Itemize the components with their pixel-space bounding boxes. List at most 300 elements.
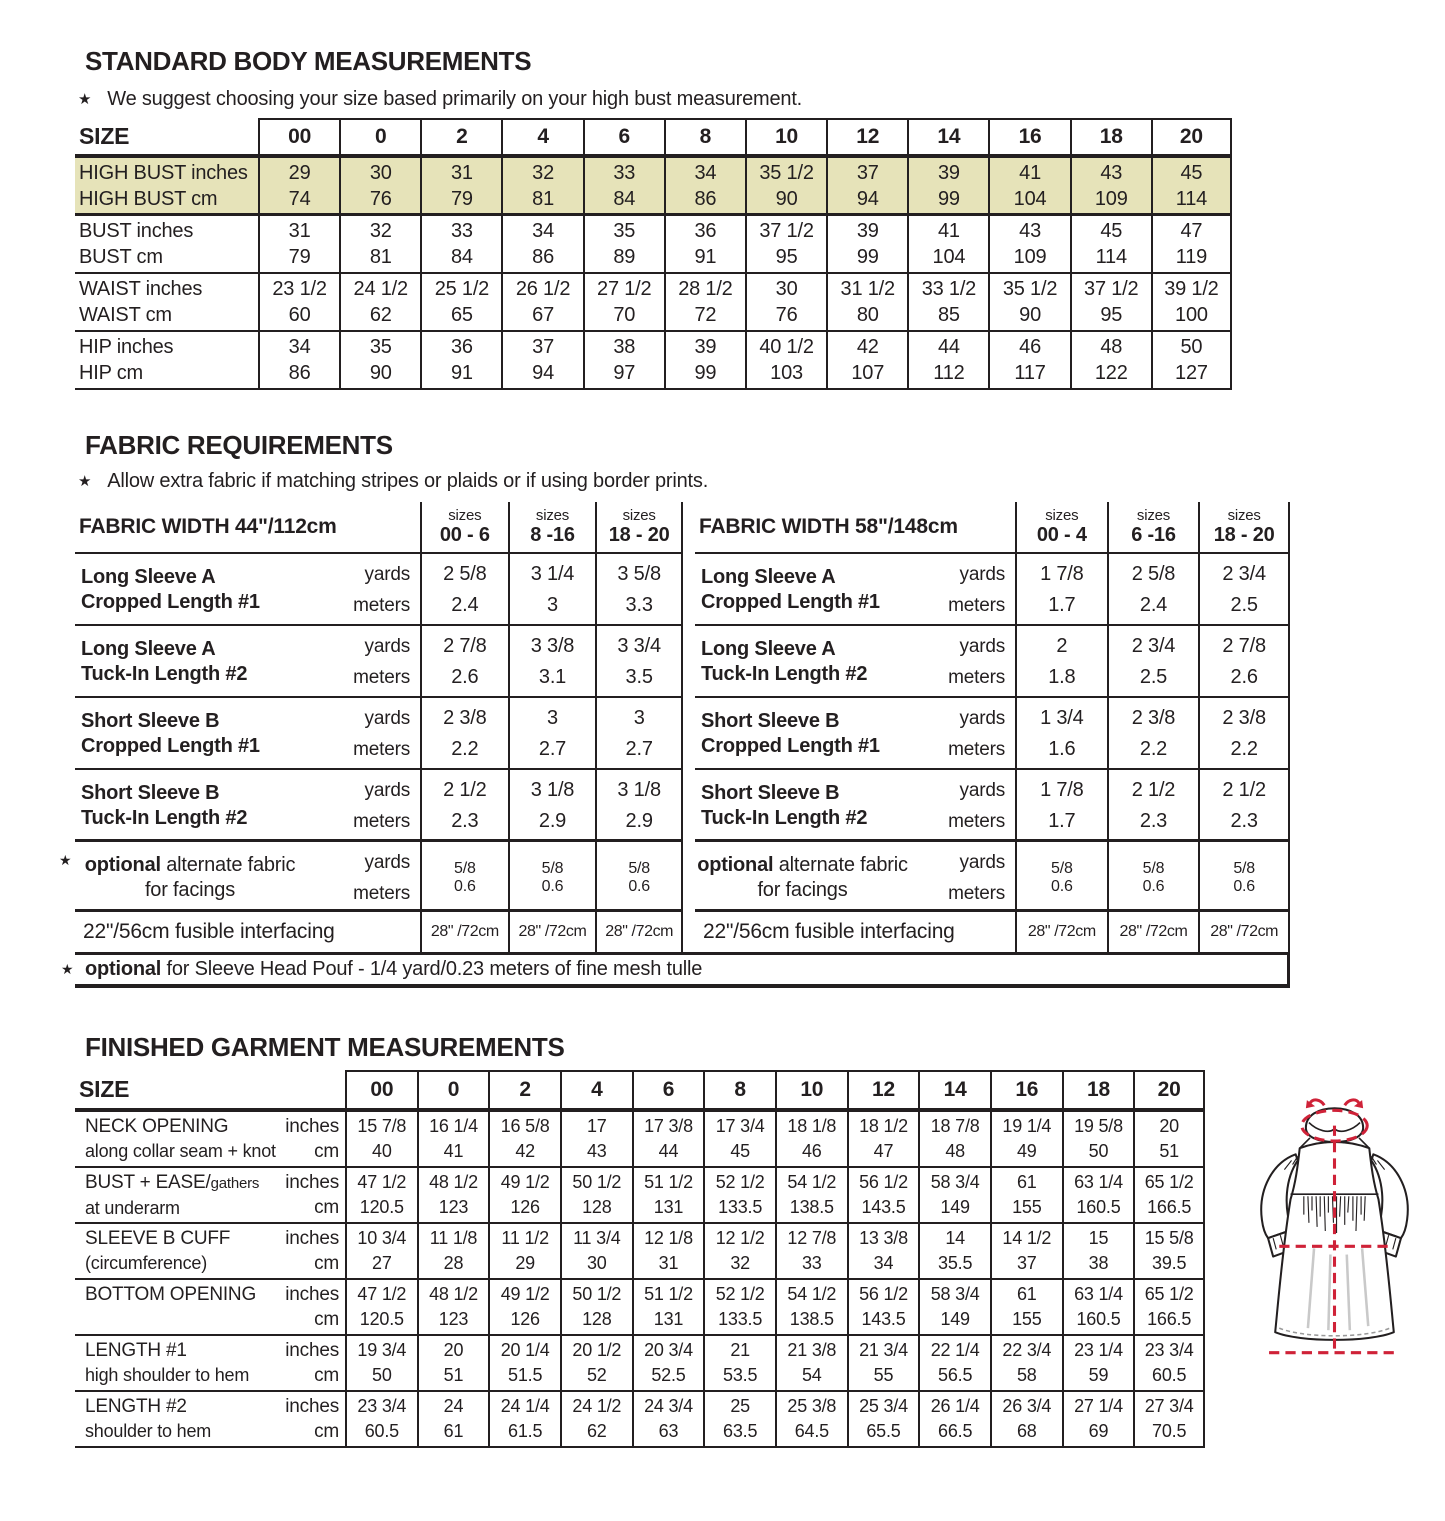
inches-value: 49 1/2	[500, 1284, 550, 1304]
inches-value: 30	[369, 161, 392, 184]
row-label-wrap	[79, 1226, 345, 1276]
table-row	[695, 842, 1290, 912]
unit-yards: yards	[364, 636, 410, 657]
yards-value: 5/8	[1233, 860, 1255, 877]
cm-value: 54	[802, 1365, 822, 1385]
cm-value: 155	[1012, 1197, 1042, 1217]
row-label-wrap	[79, 1170, 345, 1221]
meters-value: 1.7	[1048, 594, 1076, 616]
cm-value: 62	[369, 304, 392, 326]
size-group: 00 - 6	[439, 524, 490, 546]
value-cell	[1198, 626, 1290, 698]
size-column-header: 16	[988, 118, 1069, 154]
unit-inches: inches	[285, 1171, 339, 1193]
inches-value: 49 1/2	[500, 1172, 550, 1192]
cm-value: 51	[443, 1365, 464, 1385]
inches-value: 20	[1159, 1116, 1179, 1136]
value-cell	[1062, 1168, 1134, 1222]
unit-yards: yards	[959, 780, 1005, 801]
inches-value: 39	[694, 336, 717, 358]
value-cell	[632, 1112, 704, 1166]
inches-value: 44	[937, 336, 960, 358]
unit-cm: cm	[314, 1253, 339, 1274]
sizes-caption: sizes	[448, 507, 482, 524]
inches-value: 18 1/8	[787, 1116, 837, 1136]
inches-value: 42	[856, 336, 879, 358]
row-label	[695, 554, 910, 626]
size-group-header	[595, 502, 683, 552]
cm-value: 60.5	[364, 1421, 399, 1441]
unit-yards: yards	[959, 564, 1005, 585]
inches-value: 24	[443, 1396, 464, 1416]
row-label-line2: HIP cm	[79, 362, 143, 384]
unit-cm: cm	[314, 1309, 339, 1330]
row-label-line1: LENGTH #1	[85, 1340, 187, 1361]
cm-value: 38	[1088, 1253, 1109, 1273]
inches-value: 17	[587, 1116, 607, 1136]
inches-value: 24 1/2	[572, 1396, 622, 1416]
optional-emphasis: optional	[84, 854, 161, 876]
inches-value: 36	[694, 220, 717, 242]
cm-value: 47	[873, 1141, 894, 1161]
value-cell	[345, 1336, 417, 1390]
meters-value: 3.5	[625, 666, 653, 688]
meters-value: 2.6	[451, 666, 479, 688]
cm-value: 62	[587, 1421, 607, 1441]
cm-value: 56.5	[938, 1365, 973, 1385]
sizes-caption: sizes	[1045, 507, 1079, 524]
yards-value: 5/8	[541, 860, 564, 877]
size-column-header: 8	[703, 1070, 775, 1108]
value-cell	[1015, 770, 1107, 842]
cm-value: 97	[613, 362, 636, 384]
cm-value: 160.5	[1076, 1197, 1121, 1217]
value-cell	[1070, 158, 1151, 213]
cm-value: 107	[851, 362, 885, 384]
value-cell	[1107, 698, 1199, 770]
row-units	[910, 770, 1015, 842]
value-cell	[918, 1392, 990, 1446]
value-cell	[420, 698, 508, 770]
inches-value: 47 1/2	[357, 1172, 407, 1192]
value-cell	[990, 1112, 1062, 1166]
row-label-line2: Cropped Length #1	[701, 591, 880, 613]
table-row	[75, 1336, 1205, 1392]
value-cell	[1070, 216, 1151, 272]
cm-value: 89	[613, 246, 636, 268]
value-cell	[775, 1392, 847, 1446]
value-cell	[847, 1112, 919, 1166]
row-label-line1: Long Sleeve A	[81, 566, 216, 588]
value-cell	[847, 1168, 919, 1222]
row-label	[75, 158, 258, 213]
value-cell	[345, 1392, 417, 1446]
row-label	[695, 770, 910, 842]
unit-meters: meters	[353, 667, 410, 688]
value-cell	[420, 770, 508, 842]
inches-value: 11 1/2	[501, 1228, 549, 1248]
meters-value: 2.3	[1139, 810, 1168, 832]
inches-value: 13 3/8	[859, 1228, 908, 1248]
cm-value: 99	[937, 187, 960, 210]
value-cell	[1151, 332, 1232, 388]
cm-value: 76	[369, 187, 392, 210]
cm-value: 49	[1017, 1141, 1037, 1161]
row-label-line2: along collar seam + knot	[85, 1141, 276, 1161]
value-cell	[632, 1336, 704, 1390]
cm-value: 117	[1014, 362, 1046, 384]
value-cell	[583, 332, 664, 388]
cm-value: 33	[802, 1253, 822, 1273]
value-cell	[508, 698, 596, 770]
value-cell	[703, 1336, 775, 1390]
row-label	[75, 1336, 345, 1390]
size-column-header: 8	[664, 118, 745, 154]
body-measurements-note	[78, 88, 802, 111]
cm-value: 63.5	[723, 1421, 758, 1441]
value-cell	[420, 274, 501, 330]
value-cell	[745, 332, 826, 388]
fabric-footnote-text	[85, 958, 702, 981]
value-cell	[420, 554, 508, 626]
cm-value: 42	[515, 1141, 535, 1161]
table-row	[695, 770, 1290, 842]
row-units	[910, 842, 1015, 914]
size-column-header: 16	[990, 1070, 1062, 1108]
section-title-body-measurements: STANDARD BODY MEASUREMENTS	[85, 46, 532, 76]
inches-value: 12 7/8	[787, 1228, 837, 1248]
value-cell	[1107, 554, 1199, 626]
interfacing-value: 28" /72cm	[595, 912, 683, 952]
cm-value: 76	[775, 304, 798, 326]
inches-value: 20 1/2	[572, 1340, 622, 1360]
table-row	[75, 1392, 1205, 1448]
row-label-line2: HIGH BUST cm	[79, 187, 218, 210]
meters-value: 2.2	[451, 738, 479, 760]
cm-value: 52	[587, 1365, 607, 1385]
value-cell	[826, 332, 907, 388]
row-label	[695, 626, 910, 698]
value-cell	[826, 216, 907, 272]
inches-value: 16 1/4	[429, 1116, 478, 1136]
cm-value: 61	[443, 1421, 464, 1441]
cm-value: 74	[288, 187, 311, 210]
meters-value: 2.6	[1230, 666, 1258, 688]
inches-value: 26 1/4	[930, 1396, 980, 1416]
row-label-line2: shoulder to hem	[85, 1421, 212, 1441]
row-units	[285, 1114, 339, 1164]
cm-value: 133.5	[718, 1309, 763, 1329]
row-label-line2: WAIST cm	[79, 304, 172, 326]
cm-value: 28	[443, 1253, 464, 1273]
row-label-small: gathers	[210, 1174, 260, 1192]
value-cell	[1015, 698, 1107, 770]
interfacing-value: 28" /72cm	[1015, 912, 1107, 952]
inches-value: 23 1/4	[1074, 1340, 1123, 1360]
row-label-line1: optional alternate fabric	[84, 854, 296, 876]
cm-value: 48	[945, 1141, 965, 1161]
value-cell	[595, 626, 683, 698]
size-column-header: 00	[345, 1070, 417, 1108]
cm-value: 84	[450, 246, 473, 268]
value-cell	[1062, 1392, 1134, 1446]
value-cell	[258, 216, 339, 272]
cm-value: 79	[288, 246, 311, 268]
row-label-line1: BUST + EASE/gathers	[85, 1171, 260, 1193]
value-cell	[417, 1112, 489, 1166]
inches-value: 37 1/2	[759, 220, 814, 242]
row-label-line2: Cropped Length #1	[81, 735, 260, 757]
cm-value: 104	[1013, 187, 1047, 210]
value-cell	[583, 158, 664, 213]
value-cell	[583, 274, 664, 330]
inches-value: 41	[1019, 161, 1041, 184]
cm-value: 126	[510, 1309, 540, 1329]
inches-value: 45	[1180, 161, 1203, 184]
row-units	[285, 1394, 339, 1444]
inches-value: 50 1/2	[572, 1284, 622, 1304]
inches-value: 29	[288, 161, 311, 184]
yards-value: 5/8	[1051, 860, 1073, 877]
inches-value: 25 3/4	[859, 1396, 908, 1416]
value-cell	[560, 1280, 632, 1334]
header-row	[75, 1070, 1205, 1112]
row-label-line2: Cropped Length #1	[81, 591, 260, 613]
inches-value: 50 1/2	[572, 1172, 622, 1192]
cm-value: 119	[1175, 246, 1208, 268]
cm-value: 109	[1094, 187, 1128, 210]
inches-value: 32	[369, 220, 392, 242]
header-row	[695, 502, 1290, 554]
inches-value: 26 1/2	[515, 278, 571, 300]
cm-value: 91	[450, 362, 473, 384]
inches-value: 51 1/2	[644, 1172, 693, 1192]
row-label-line2: Cropped Length #1	[701, 735, 880, 757]
value-cell	[595, 698, 683, 770]
yards-value: 2 7/8	[1222, 635, 1266, 657]
cm-value: 126	[510, 1197, 540, 1217]
size-group: 18 - 20	[608, 524, 670, 546]
yards-value: 2	[1056, 635, 1068, 657]
value-cell	[1151, 274, 1232, 330]
value-cell	[560, 1336, 632, 1390]
cm-value: 160.5	[1076, 1309, 1121, 1329]
inches-value: 61	[1017, 1284, 1037, 1304]
row-label-wrap	[79, 1114, 345, 1164]
value-cell	[990, 1168, 1062, 1222]
value-cell	[664, 216, 745, 272]
row-label-line2: BUST cm	[79, 246, 163, 268]
value-cell	[508, 770, 596, 842]
meters-value: 1.6	[1048, 738, 1076, 760]
cm-value: 52.5	[651, 1365, 686, 1385]
value-cell	[345, 1280, 417, 1334]
inches-value: 47	[1180, 220, 1203, 242]
star-icon: ★	[61, 961, 74, 977]
inches-value: 27 1/4	[1074, 1396, 1123, 1416]
size-column-header: 18	[1062, 1070, 1134, 1108]
cm-value: 138.5	[789, 1309, 834, 1329]
value-cell	[703, 1224, 775, 1278]
cm-value: 103	[770, 362, 803, 384]
row-label-line2: for facings	[757, 879, 848, 901]
cm-value: 112	[933, 362, 965, 384]
inches-value: 61	[1017, 1172, 1037, 1192]
meters-value: 3.3	[625, 594, 653, 616]
value-cell	[339, 158, 420, 213]
unit-yards: yards	[364, 708, 410, 729]
inches-value: 45	[1100, 220, 1123, 242]
row-label-line1: Short Sleeve B	[81, 710, 220, 732]
value-cell	[488, 1280, 560, 1334]
inches-value: 35	[613, 220, 636, 242]
cm-value: 65.5	[866, 1421, 901, 1441]
yards-value: 3 3/4	[617, 635, 661, 657]
header-row	[75, 118, 1232, 158]
optional-emphasis: optional	[85, 958, 162, 980]
inches-value: 54 1/2	[787, 1284, 837, 1304]
inches-value: 34	[532, 220, 554, 242]
value-cell	[420, 332, 501, 388]
value-cell	[420, 216, 501, 272]
cm-value: 66.5	[938, 1421, 973, 1441]
cm-value: 99	[694, 362, 717, 384]
cm-value: 72	[694, 304, 717, 326]
value-cell	[417, 1168, 489, 1222]
inches-value: 17 3/4	[715, 1116, 765, 1136]
row-label-wrap	[79, 1282, 345, 1332]
value-cell	[703, 1168, 775, 1222]
unit-inches: inches	[285, 1284, 339, 1305]
size-column-header: 00	[258, 118, 339, 154]
yards-value: 2 3/4	[1222, 563, 1266, 585]
cm-value: 114	[1175, 187, 1208, 210]
value-cell	[560, 1224, 632, 1278]
unit-yards: yards	[364, 564, 410, 585]
value-cell	[775, 1168, 847, 1222]
inches-value: 51 1/2	[644, 1284, 693, 1304]
inches-value: 16 5/8	[500, 1116, 550, 1136]
cm-value: 69	[1088, 1421, 1109, 1441]
row-label-line2: high shoulder to hem	[85, 1365, 250, 1385]
meters-value: 3.1	[538, 666, 567, 688]
inches-value: 26 3/4	[1002, 1396, 1052, 1416]
value-cell	[1133, 1280, 1205, 1334]
yards-value: 1 7/8	[1040, 779, 1084, 801]
cm-value: 120.5	[359, 1309, 404, 1329]
cm-value: 58	[1017, 1365, 1037, 1385]
cm-value: 79	[450, 187, 473, 210]
inches-value: 52 1/2	[715, 1284, 765, 1304]
table-row	[75, 1224, 1205, 1280]
size-column-header: 18	[1070, 118, 1151, 154]
inches-value: 56 1/2	[859, 1284, 908, 1304]
value-cell	[918, 1168, 990, 1222]
yards-value: 2 7/8	[443, 635, 487, 657]
row-label-line1: BOTTOM OPENING	[85, 1284, 257, 1305]
optional-emphasis: optional	[697, 854, 774, 876]
row-label-line1: LENGTH #2	[85, 1396, 187, 1417]
row-units	[910, 554, 1015, 626]
inches-value: 21 3/4	[859, 1340, 908, 1360]
row-label-lines	[85, 1170, 259, 1221]
value-cell	[417, 1336, 489, 1390]
inches-value: 50	[1180, 336, 1203, 358]
value-cell	[775, 1280, 847, 1334]
row-label	[695, 842, 910, 914]
inches-value: 25 3/8	[787, 1396, 837, 1416]
value-cell	[339, 274, 420, 330]
row-label-line1: Short Sleeve B	[701, 782, 840, 804]
value-cell	[258, 158, 339, 213]
inches-value: 34	[288, 336, 311, 358]
row-label-line2: Tuck-In Length #2	[701, 807, 868, 829]
inches-value: 15	[1088, 1228, 1109, 1248]
cm-value: 81	[532, 187, 554, 210]
row-label-line2: (circumference)	[85, 1253, 208, 1273]
value-cell	[1198, 554, 1290, 626]
sizes-caption: sizes	[1227, 507, 1261, 524]
inches-value: 39	[937, 161, 960, 184]
inches-value: 33	[613, 161, 636, 184]
value-cell	[632, 1280, 704, 1334]
inches-value: 39 1/2	[1164, 278, 1219, 300]
size-column-header: 12	[847, 1070, 919, 1108]
inches-value: 65 1/2	[1144, 1284, 1194, 1304]
value-cell	[988, 158, 1069, 213]
inches-value: 56 1/2	[859, 1172, 908, 1192]
value-cell	[664, 274, 745, 330]
value-cell	[595, 554, 683, 626]
row-label	[75, 698, 305, 770]
interfacing-row	[75, 912, 683, 952]
value-cell	[988, 216, 1069, 272]
inches-value: 11 3/4	[573, 1228, 621, 1248]
cm-value: 40	[372, 1141, 392, 1161]
row-label-line1: Long Sleeve A	[701, 566, 836, 588]
inches-value: 14 1/2	[1002, 1228, 1052, 1248]
value-cell	[990, 1392, 1062, 1446]
cm-value: 166.5	[1147, 1309, 1192, 1329]
cm-value: 27	[372, 1253, 392, 1273]
yards-value: 2 1/2	[1222, 779, 1266, 801]
yards-value: 2 3/4	[1131, 635, 1176, 657]
cm-value: 41	[443, 1141, 464, 1161]
cm-value: 86	[694, 187, 717, 210]
cm-value: 128	[582, 1197, 612, 1217]
cm-value: 29	[515, 1253, 535, 1273]
unit-yards: yards	[364, 852, 410, 873]
inches-value: 35 1/2	[1002, 278, 1058, 300]
value-cell	[420, 626, 508, 698]
cm-value: 65	[450, 304, 473, 326]
cm-value: 61.5	[508, 1421, 543, 1441]
cm-value: 50	[372, 1365, 392, 1385]
interfacing-label: 22"/56cm fusible interfacing	[703, 920, 955, 943]
value-cell	[990, 1224, 1062, 1278]
inches-value: 43	[1019, 220, 1041, 242]
value-cell	[417, 1392, 489, 1446]
value-cell	[1107, 626, 1199, 698]
value-cell	[847, 1280, 919, 1334]
size-header-label: SIZE	[79, 122, 130, 149]
meters-value: 2.7	[625, 738, 653, 760]
cm-value: 155	[1012, 1309, 1042, 1329]
meters-value: 0.6	[1142, 878, 1165, 895]
inches-value: 33	[450, 220, 473, 242]
unit-cm: cm	[314, 1196, 339, 1218]
cm-value: 50	[1088, 1141, 1109, 1161]
